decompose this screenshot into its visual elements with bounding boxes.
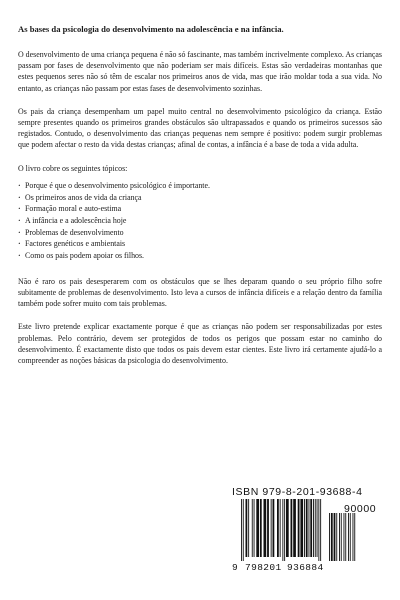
obstacles-paragraph: Não é raro os pais desesperarem com os obstáculos que se lhes deparam quando o seu próprio filho sofre subitamente de problemas de desenvolvimento. Isto leva a cursos de infância difíceis e a relação dentro da família também pode sofrer muito com tais problemas.	[18, 276, 382, 309]
barcode-bar	[252, 499, 253, 557]
barcode-bar	[341, 513, 342, 561]
barcode-bar	[293, 499, 296, 557]
barcode-bar	[273, 499, 275, 557]
barcode-bar	[353, 513, 354, 561]
barcode-bar	[313, 499, 314, 557]
topics-list	[18, 180, 382, 262]
barcode-bar	[318, 499, 319, 561]
barcode-bar	[286, 499, 289, 557]
barcode-bar	[277, 499, 279, 557]
barcode-bar	[300, 499, 303, 557]
barcode-digits-right: 936884	[287, 562, 324, 573]
barcode-bar	[284, 499, 285, 561]
topic-item: · Formação moral e auto-estima	[18, 203, 382, 215]
barcode-bar	[334, 513, 336, 561]
barcode-bar	[282, 499, 283, 561]
barcode-bar	[345, 513, 346, 561]
isbn-barcode	[232, 486, 382, 576]
barcode-bar	[298, 499, 300, 557]
barcode-bar	[254, 499, 255, 557]
barcode-bar	[336, 513, 337, 561]
barcode-digits-left: 798201	[245, 562, 282, 573]
barcode-bar	[329, 513, 330, 561]
purpose-paragraph: Este livro pretende explicar exactamente porque é que as crianças não podem ser responsabilizadas por estes problemas. Pelo contrário, devem ser protegidos de todos os perigos que possam estar no caminho do desenvolvimento. É exactamente disto que todos os pais devem estar cientes. Este livro irá certamente ajudá-lo a compreender as noções básicas da psicologia do desenvolvimento.	[18, 322, 382, 365]
barcode-bar	[344, 513, 345, 561]
blurb-content	[18, 24, 382, 378]
topic-item: · Porque é que o desenvolvimento psicológico é importante.	[18, 180, 382, 192]
topic-item: · Como os pais podem apoiar os filhos.	[18, 250, 382, 262]
intro-paragraph: O desenvolvimento de uma criança pequena é não só fascinante, mas também incrivelmente complexo. As crianças passam por fases de desenvolvimento que não poderiam ser mais difíceis. Estas são verdadeiras montanhas que estes pequenos seres não só têm de escalar nos primeiros anos de vida, mas que irão moldar toda a sua vida. No entanto, as crianças não passam por estas fases de desenvolvimento sozinhas.	[18, 50, 382, 93]
barcode-bar	[304, 499, 305, 557]
topic-item: · A infância e a adolescência hoje	[18, 215, 382, 227]
barcode-bar	[280, 499, 281, 557]
topics-intro: O livro cobre os seguintes tópicos:	[18, 163, 128, 173]
barcode-bar	[309, 499, 310, 557]
topic-item: · Problemas de desenvolvimento	[18, 227, 382, 239]
parents-paragraph: Os pais da criança desempenham um papel muito central no desenvolvimento psicológico da criança. Estão sempre presentes quando os primeiros grandes obstáculos são ultrapassados e quando os primeiros sucessos são registados. Contudo, o desenvolvimento das crianças pequenas nem sempre é positivo: podem surgir problemas que podem afectar o resto da vida destas crianças; afinal de contas, a infância é a base de toda a vida adulta.	[18, 106, 382, 150]
blurb-title: As bases da psicologia do desenvolvimento na adolescência e na infância.	[18, 24, 284, 34]
barcode-bar	[315, 499, 316, 557]
topic-item: · Os primeiros anos de vida da criança	[18, 192, 382, 204]
isbn-label: ISBN 979-8-201-93688-4	[232, 486, 363, 498]
barcode-bar	[264, 499, 267, 557]
barcode-bar	[310, 499, 312, 557]
barcode-bar	[331, 513, 333, 561]
barcode-bar	[306, 499, 308, 557]
barcode-bar	[271, 499, 272, 557]
barcode-bar	[317, 499, 318, 557]
barcode-bar	[348, 513, 349, 561]
barcode-bar	[350, 513, 351, 561]
barcode-bar	[267, 499, 269, 557]
barcode-bar	[248, 499, 249, 557]
barcode-digits-lead: 9	[232, 562, 239, 573]
barcode-bar	[246, 499, 248, 557]
barcode-bar	[291, 499, 293, 557]
barcode-bar	[256, 499, 259, 557]
barcode-bar	[243, 499, 244, 561]
barcode-addon: 90000	[344, 503, 377, 515]
barcode-bar	[260, 499, 262, 557]
barcode-bar	[339, 513, 340, 561]
barcode-bar	[241, 499, 242, 561]
barcode-bar	[354, 513, 355, 561]
topic-item: · Factores genéticos e ambientais	[18, 238, 382, 250]
barcode-bar	[320, 499, 321, 561]
